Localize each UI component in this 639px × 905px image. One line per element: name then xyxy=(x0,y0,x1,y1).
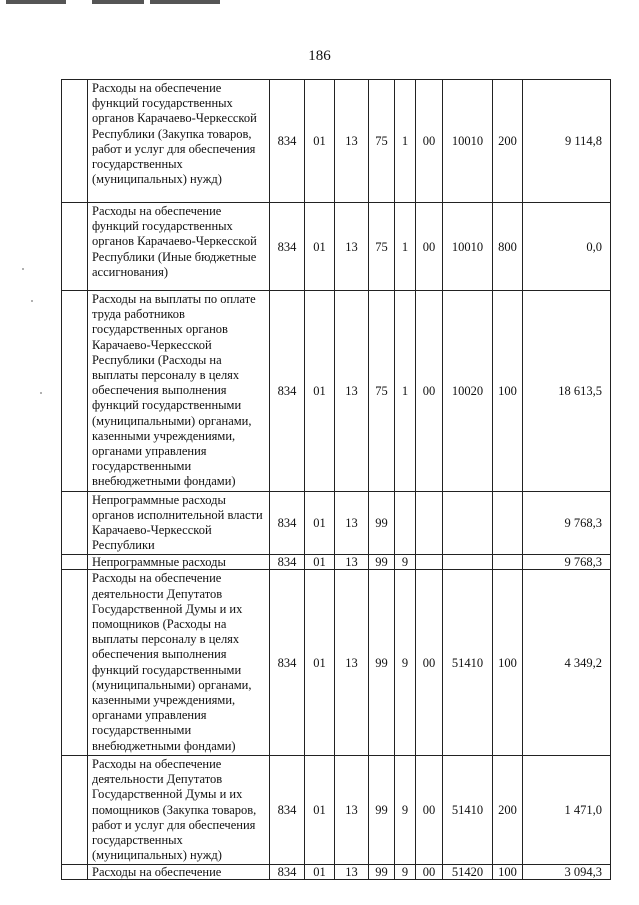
direction-code xyxy=(416,555,443,570)
ministry-code: 834 xyxy=(270,491,305,555)
ministry-code: 834 xyxy=(270,203,305,291)
ministry-code: 834 xyxy=(270,80,305,203)
row-name: Расходы на обеспечение деятельности Депутатов Государственной Думы и их помощников (Закупка товаров, работ и услуг для обеспечения государственных (муниципальных) нужд) xyxy=(88,755,270,864)
scan-artifact xyxy=(31,300,33,302)
ministry-code: 834 xyxy=(270,555,305,570)
direction-code: 00 xyxy=(416,865,443,880)
row-name: Расходы на обеспечение xyxy=(88,865,270,880)
subprogram-code: 1 xyxy=(395,80,416,203)
subsection-code: 13 xyxy=(335,555,369,570)
budget-table xyxy=(61,79,611,880)
direction-code: 00 xyxy=(416,291,443,492)
amount-value: 1 471,0 xyxy=(523,755,611,864)
target-code: 10010 xyxy=(443,203,493,291)
table-row xyxy=(62,491,611,555)
table-row xyxy=(62,570,611,755)
row-number-cell xyxy=(62,865,88,880)
row-name: Расходы на обеспечение функций государственных органов Карачаево-Черкесской Республики (Иные бюджетные ассигнования) xyxy=(88,203,270,291)
section-code: 01 xyxy=(305,555,335,570)
expense-type-code: 200 xyxy=(493,80,523,203)
subprogram-code: 9 xyxy=(395,755,416,864)
scan-artifact xyxy=(22,268,24,270)
row-name: Непрограммные расходы органов исполнительной власти Карачаево-Черкесской Республики xyxy=(88,491,270,555)
subprogram-code xyxy=(395,491,416,555)
amount-value: 0,0 xyxy=(523,203,611,291)
section-code: 01 xyxy=(305,570,335,755)
program-code: 99 xyxy=(369,491,395,555)
table-row xyxy=(62,555,611,570)
section-code: 01 xyxy=(305,291,335,492)
scan-artifact xyxy=(40,392,42,394)
program-code: 75 xyxy=(369,203,395,291)
direction-code: 00 xyxy=(416,80,443,203)
direction-code: 00 xyxy=(416,755,443,864)
amount-value: 18 613,5 xyxy=(523,291,611,492)
ministry-code: 834 xyxy=(270,755,305,864)
table-row xyxy=(62,203,611,291)
program-code: 75 xyxy=(369,291,395,492)
target-code: 51410 xyxy=(443,570,493,755)
expense-type-code: 800 xyxy=(493,203,523,291)
row-number-cell xyxy=(62,491,88,555)
direction-code: 00 xyxy=(416,203,443,291)
subsection-code: 13 xyxy=(335,491,369,555)
subprogram-code: 9 xyxy=(395,555,416,570)
expense-type-code xyxy=(493,555,523,570)
scan-edge-marks xyxy=(0,0,639,8)
direction-code xyxy=(416,491,443,555)
section-code: 01 xyxy=(305,865,335,880)
row-name: Расходы на обеспечение деятельности Депутатов Государственной Думы и их помощников (Расходы на выплаты персоналу в целях обеспечения выполнения функций государственными (муниципальными) органами, казенными учреждениями, органами управления государственными внебюджетными фондами) xyxy=(88,570,270,755)
expense-type-code: 100 xyxy=(493,291,523,492)
row-name: Расходы на выплаты по оплате труда работников государственных органов Карачаево-Черкесской Республики (Расходы на выплаты персоналу в целях обеспечения выполнения функций государственными (муниципальными) органами, казенными учреждениями, органами управления государственными внебюджетными фондами) xyxy=(88,291,270,492)
target-code: 10010 xyxy=(443,80,493,203)
table-row xyxy=(62,755,611,864)
subsection-code: 13 xyxy=(335,291,369,492)
table-row xyxy=(62,865,611,880)
subsection-code: 13 xyxy=(335,755,369,864)
table-row xyxy=(62,80,611,203)
program-code: 75 xyxy=(369,80,395,203)
direction-code: 00 xyxy=(416,570,443,755)
section-code: 01 xyxy=(305,755,335,864)
expense-type-code: 100 xyxy=(493,570,523,755)
amount-value: 3 094,3 xyxy=(523,865,611,880)
target-code: 51410 xyxy=(443,755,493,864)
amount-value: 9 768,3 xyxy=(523,555,611,570)
subsection-code: 13 xyxy=(335,80,369,203)
ministry-code: 834 xyxy=(270,291,305,492)
subsection-code: 13 xyxy=(335,570,369,755)
expense-type-code: 200 xyxy=(493,755,523,864)
table-row xyxy=(62,291,611,492)
row-number-cell xyxy=(62,555,88,570)
section-code: 01 xyxy=(305,203,335,291)
target-code xyxy=(443,491,493,555)
section-code: 01 xyxy=(305,491,335,555)
target-code: 51420 xyxy=(443,865,493,880)
ministry-code: 834 xyxy=(270,570,305,755)
row-number-cell xyxy=(62,755,88,864)
expense-type-code: 100 xyxy=(493,865,523,880)
row-number-cell xyxy=(62,80,88,203)
amount-value: 9 768,3 xyxy=(523,491,611,555)
row-number-cell xyxy=(62,291,88,492)
row-name: Расходы на обеспечение функций государственных органов Карачаево-Черкесской Республики (Закупка товаров, работ и услуг для обеспечения государственных (муниципальных) нужд) xyxy=(88,80,270,203)
program-code: 99 xyxy=(369,555,395,570)
program-code: 99 xyxy=(369,570,395,755)
program-code: 99 xyxy=(369,755,395,864)
section-code: 01 xyxy=(305,80,335,203)
amount-value: 9 114,8 xyxy=(523,80,611,203)
subprogram-code: 9 xyxy=(395,570,416,755)
subprogram-code: 1 xyxy=(395,291,416,492)
amount-value: 4 349,2 xyxy=(523,570,611,755)
subprogram-code: 1 xyxy=(395,203,416,291)
subsection-code: 13 xyxy=(335,203,369,291)
subprogram-code: 9 xyxy=(395,865,416,880)
ministry-code: 834 xyxy=(270,865,305,880)
expense-type-code xyxy=(493,491,523,555)
row-number-cell xyxy=(62,570,88,755)
target-code: 10020 xyxy=(443,291,493,492)
subsection-code: 13 xyxy=(335,865,369,880)
row-name: Непрограммные расходы xyxy=(88,555,270,570)
target-code xyxy=(443,555,493,570)
row-number-cell xyxy=(62,203,88,291)
program-code: 99 xyxy=(369,865,395,880)
page-number: 186 xyxy=(308,48,331,64)
